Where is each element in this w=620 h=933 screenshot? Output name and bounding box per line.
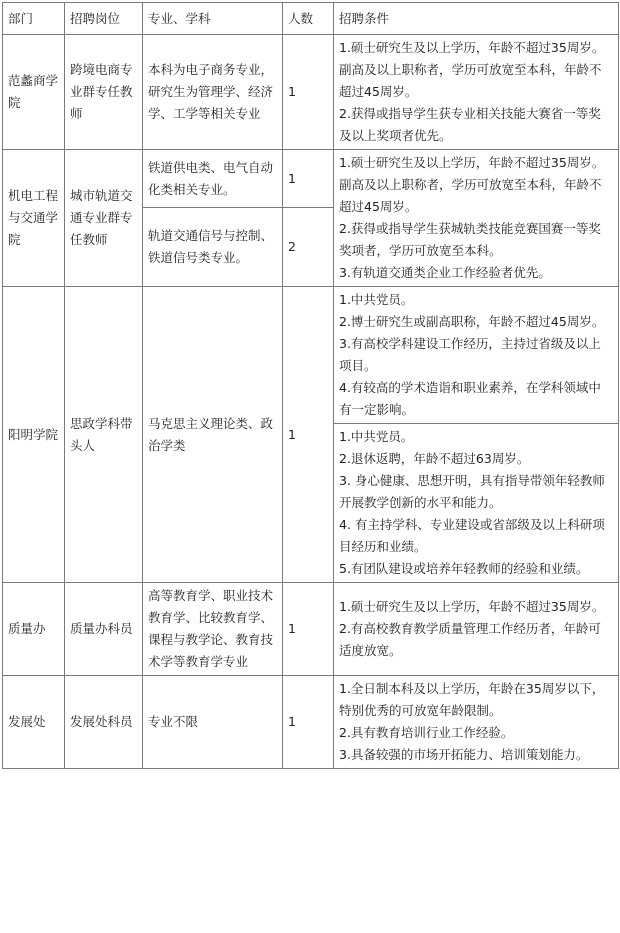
header-row <box>3 3 619 35</box>
dept-cell: 机电工程与交通学院 <box>3 150 65 287</box>
table-row <box>3 35 619 150</box>
header-dept: 部门 <box>3 3 65 35</box>
major-cell: 专业不限 <box>143 676 283 769</box>
position-cell: 发展处科员 <box>65 676 143 769</box>
condition-line: 5.有团队建设或培养年轻教师的经验和业绩。 <box>339 561 589 576</box>
condition-line: 3.有高校学科建设工作经历，主持过省级及以上项目。 <box>339 336 601 373</box>
condition-line: 2.获得或指导学生获城轨类技能竞赛国赛一等奖奖项者，学历可放宽至本科。 <box>339 221 601 258</box>
condition-line: 1.中共党员。 <box>339 292 414 307</box>
dept-cell: 阳明学院 <box>3 287 65 583</box>
dept-cell: 范蠡商学院 <box>3 35 65 150</box>
condition-line: 4.有较高的学术造诣和职业素养，在学科领域中有一定影响。 <box>339 380 601 417</box>
condition-line: 1.硕士研究生及以上学历，年龄不超过35周岁。副高及以上职称者，学历可放宽至本科，年龄不超过45周岁。 <box>339 40 605 99</box>
count-cell: 1 <box>283 676 334 769</box>
condition-line: 3.有轨道交通类企业工作经验者优先。 <box>339 265 551 280</box>
major-cell: 高等教育学、职业技术教育学、比较教育学、课程与教学论、教育技术学等教育学专业 <box>143 583 283 676</box>
position-cell: 质量办科员 <box>65 583 143 676</box>
header-major: 专业、学科 <box>143 3 283 35</box>
position-cell: 跨境电商专业群专任教师 <box>65 35 143 150</box>
major-cell: 轨道交通信号与控制、铁道信号类专业。 <box>143 208 283 287</box>
position-cell: 城市轨道交通专业群专任教师 <box>65 150 143 287</box>
condition-line: 2.退休返聘，年龄不超过63周岁。 <box>339 451 530 466</box>
condition-line: 3.具备较强的市场开拓能力、培训策划能力。 <box>339 747 589 762</box>
dept-cell: 质量办 <box>3 583 65 676</box>
conditions-cell <box>334 150 619 287</box>
count-cell: 1 <box>283 35 334 150</box>
count-cell: 1 <box>283 287 334 583</box>
dept-cell: 发展处 <box>3 676 65 769</box>
conditions-cell <box>334 287 619 424</box>
conditions-cell <box>334 583 619 676</box>
count-cell: 2 <box>283 208 334 287</box>
table-row <box>3 287 619 424</box>
conditions-cell <box>334 424 619 583</box>
condition-line: 2.博士研究生或副高职称，年龄不超过45周岁。 <box>339 314 605 329</box>
count-cell: 1 <box>283 150 334 208</box>
major-cell: 铁道供电类、电气自动化类相关专业。 <box>143 150 283 208</box>
conditions-cell <box>334 676 619 769</box>
major-cell: 本科为电子商务专业，研究生为管理学、经济学、工学等相关专业 <box>143 35 283 150</box>
condition-line: 1.硕士研究生及以上学历，年龄不超过35周岁。副高及以上职称者，学历可放宽至本科，年龄不超过45周岁。 <box>339 155 605 214</box>
condition-line: 4. 有主持学科、专业建设或省部级及以上科研项目经历和业绩。 <box>339 517 605 554</box>
table-row <box>3 583 619 676</box>
recruitment-table <box>2 2 619 769</box>
table-row <box>3 676 619 769</box>
major-cell: 马克思主义理论类、政治学类 <box>143 287 283 583</box>
header-conditions: 招聘条件 <box>334 3 619 35</box>
conditions-cell <box>334 35 619 150</box>
condition-line: 1.硕士研究生及以上学历，年龄不超过35周岁。 <box>339 599 605 614</box>
condition-line: 2.有高校教育教学质量管理工作经历者，年龄可适度放宽。 <box>339 621 601 658</box>
condition-line: 2.获得或指导学生获专业相关技能大赛省一等奖及以上奖项者优先。 <box>339 106 601 143</box>
condition-line: 1.中共党员。 <box>339 429 414 444</box>
position-cell: 思政学科带头人 <box>65 287 143 583</box>
condition-line: 1.全日制本科及以上学历，年龄在35周岁以下，特别优秀的可放宽年龄限制。 <box>339 681 605 718</box>
condition-line: 2.具有教育培训行业工作经验。 <box>339 725 514 740</box>
header-position: 招聘岗位 <box>65 3 143 35</box>
count-cell: 1 <box>283 583 334 676</box>
header-count: 人数 <box>283 3 334 35</box>
condition-line: 3. 身心健康、思想开明，具有指导带领年轻教师开展教学创新的水平和能力。 <box>339 473 605 510</box>
table-row <box>3 150 619 208</box>
